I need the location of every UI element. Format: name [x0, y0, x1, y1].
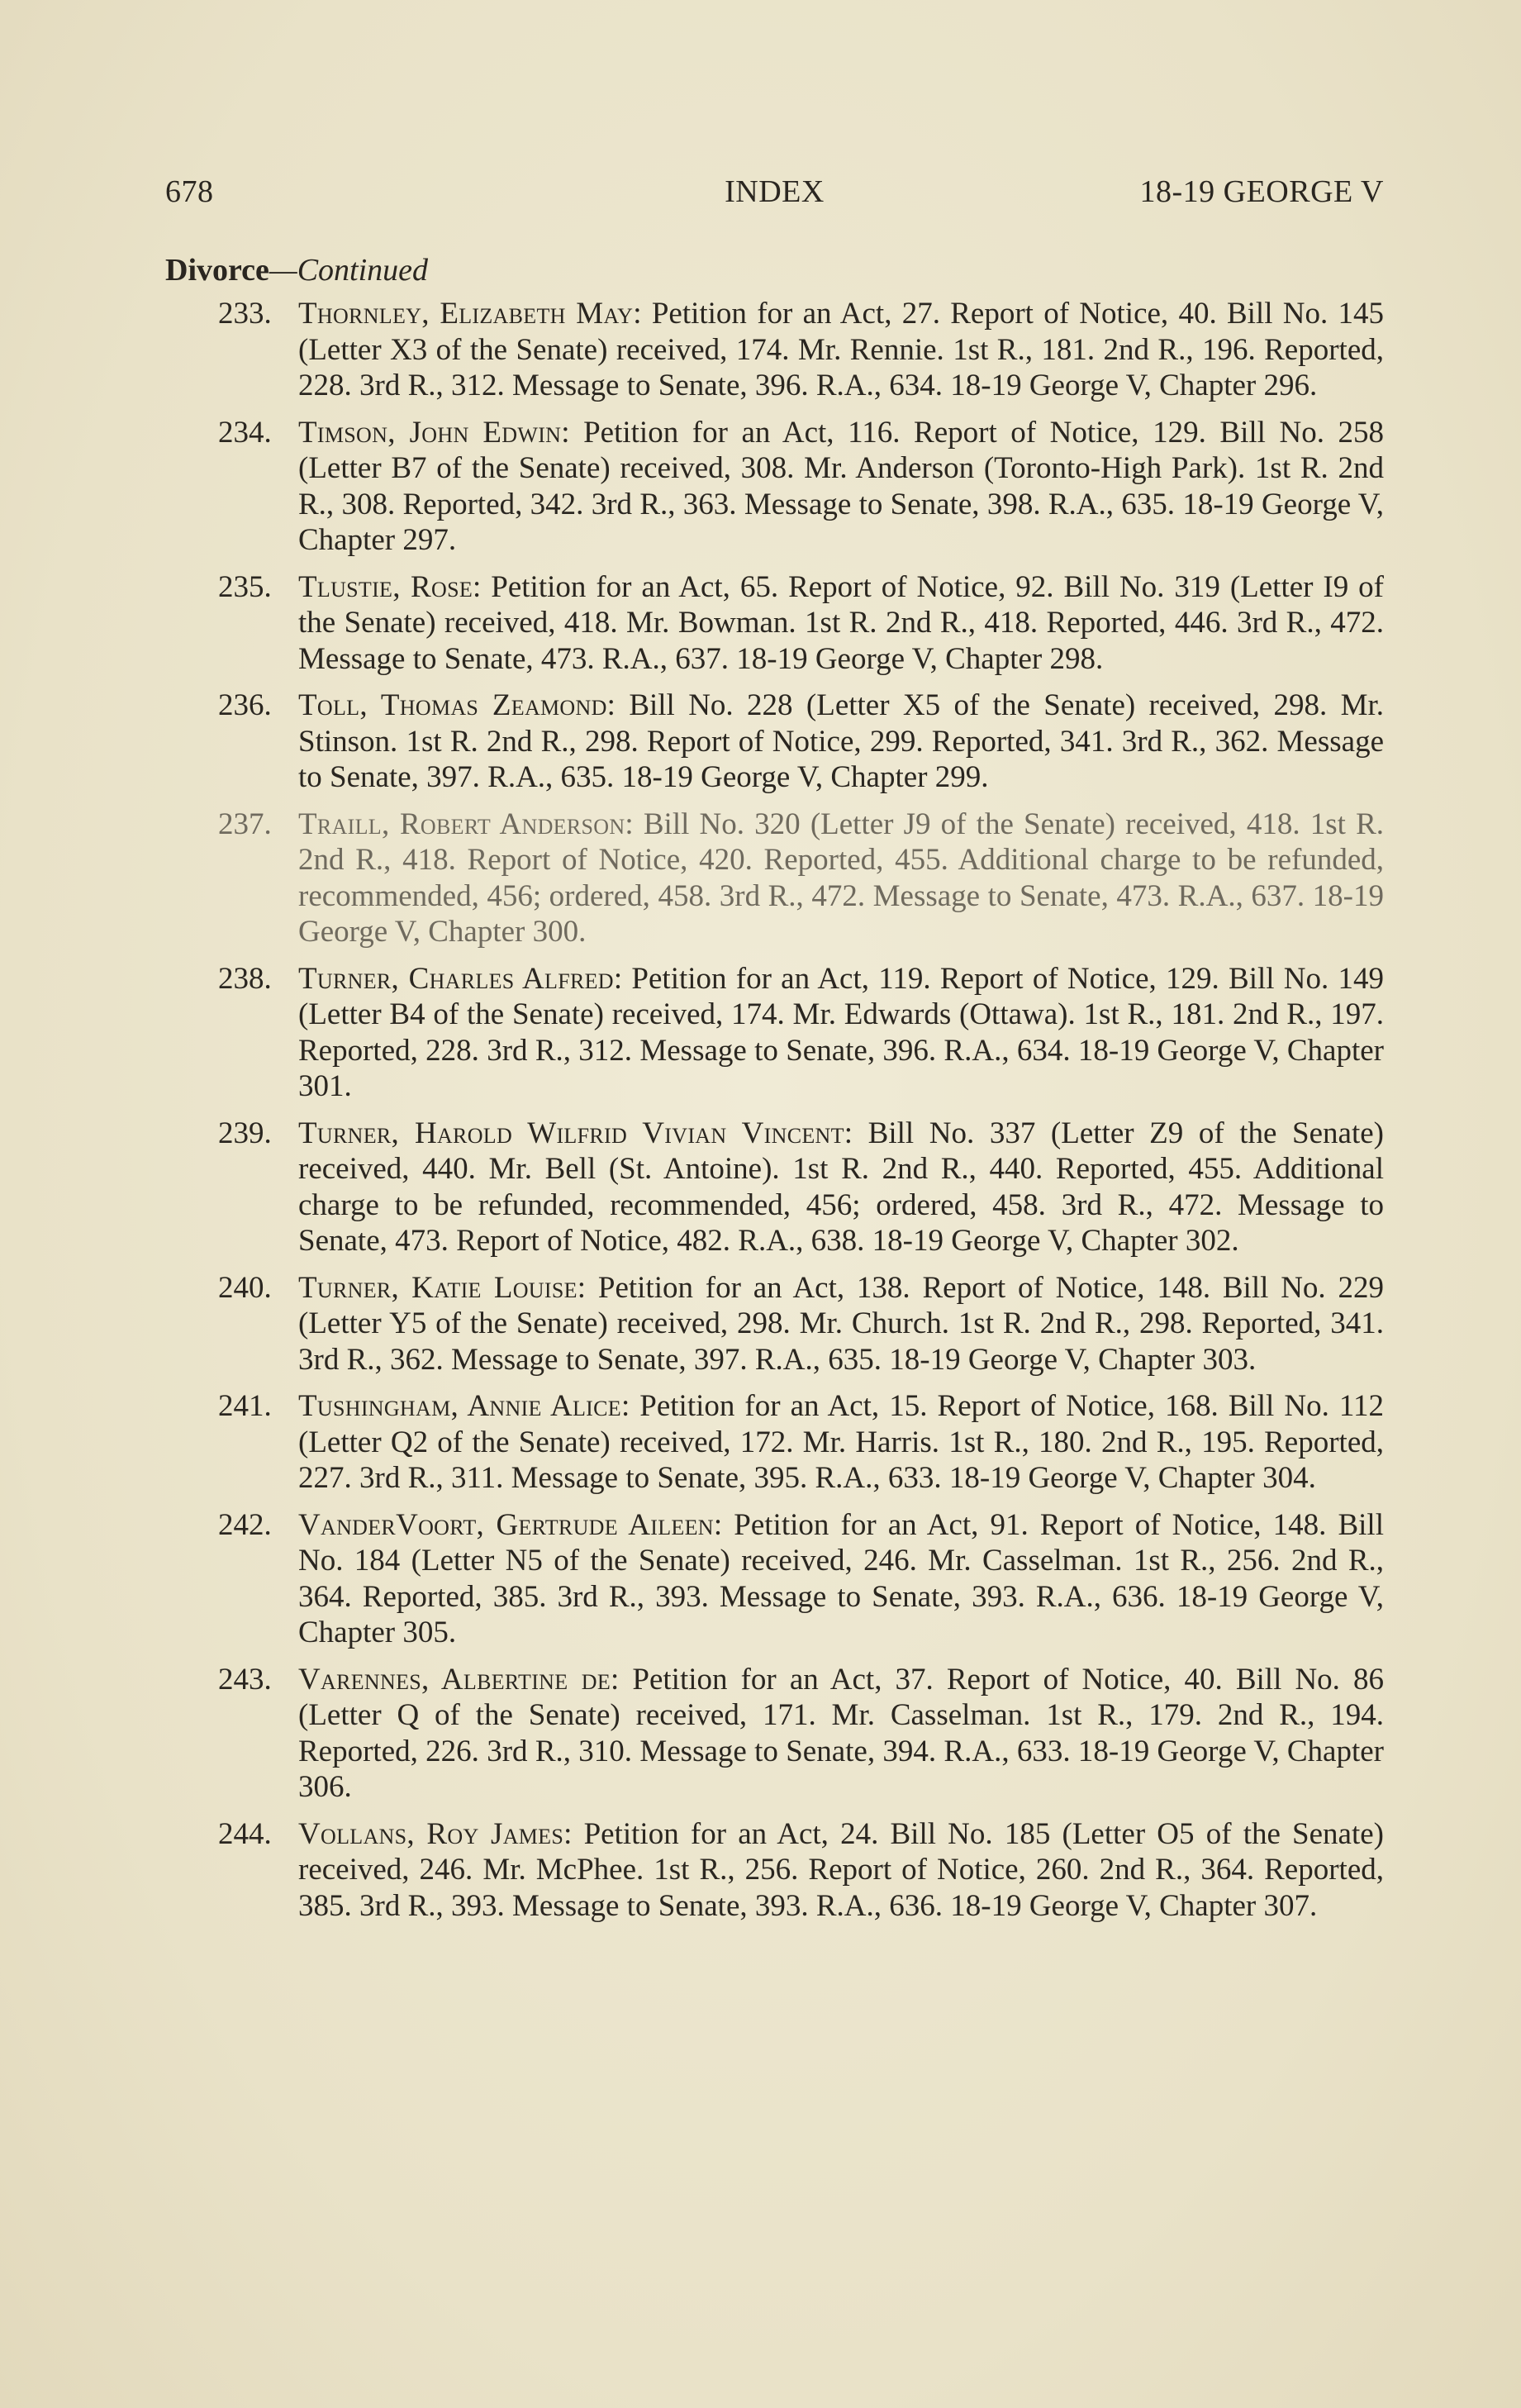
index-entry: [165, 1816, 1384, 1925]
entry-number: 233.: [218, 297, 272, 331]
index-entry: [165, 1662, 1384, 1806]
index-entry: [165, 569, 1384, 678]
entry-text: : Petition for an Act, 24. Bill No. 185 (Letter O5 of the Senate) received, 246. Mr. McPhee. 1st R., 256. Report of Notice, 260. 2nd R., 364. Reported, 385. 3rd R., 393. Message to Senate, 393. R.A., 636. 18-19 George V, Chapter 307.: [298, 1816, 1385, 1923]
entry-name: VanderVoort, Gertrude Aileen: [298, 1507, 714, 1542]
entry-text: : Petition for an Act, 119. Report of Notice, 129. Bill No. 149 (Letter B4 of the Senate) received, 174. Mr. Edwards (Ottawa). 1st R., 181. 2nd R., 197. Reported, 228. 3rd R., 312. Message to Senate, 396. R.A., 634. 18-19 George V, Chapter 301.: [298, 961, 1384, 1103]
entry-name: Toll, Thomas Zeamond: [298, 688, 607, 722]
entry-name: Turner, Charles Alfred: [298, 961, 614, 996]
page-header: [165, 174, 1384, 215]
entry-name: Traill, Robert Anderson: [298, 807, 625, 841]
entry-number: 238.: [218, 961, 272, 996]
entry-number: 241.: [218, 1389, 272, 1423]
entry-number: 244.: [218, 1816, 272, 1851]
entry-text: : Petition for an Act, 15. Report of Notice, 168. Bill No. 112 (Letter Q2 of the Senate) received, 172. Mr. Harris. 1st R., 180. 2nd R., 195. Reported, 227. 3rd R., 311. Message to Senate, 395. R.A., 633. 18-19 George V, Chapter 304.: [298, 1389, 1385, 1495]
entry-number: 243.: [218, 1662, 272, 1697]
section-title: Divorce: [165, 253, 269, 288]
entry-text: : Bill No. 320 (Letter J9 of the Senate) received, 418. 1st R. 2nd R., 418. Report of Notice, 420. Reported, 455. Additional charge to be refunded, recommended, 456; ordered, 458. 3rd R., 472. Message to Senate, 473. R.A., 637. 18-19 George V, Chapter 300.: [298, 807, 1384, 949]
entry-text: : Petition for an Act, 27. Report of Notice, 40. Bill No. 145 (Letter X3 of the Senate) received, 174. Mr. Rennie. 1st R., 181. 2nd R., 196. Reported, 228. 3rd R., 312. Message to Senate, 396. R.A., 634. 18-19 George V, Chapter 296.: [298, 297, 1385, 402]
index-entry: [165, 296, 1384, 404]
entry-name: Vollans, Roy James: [298, 1816, 564, 1851]
entry-text: : Petition for an Act, 37. Report of Notice, 40. Bill No. 86 (Letter Q of the Senate) received, 171. Mr. Casselman. 1st R., 179. 2nd R., 194. Reported, 226. 3rd R., 310. Message to Senate, 394. R.A., 633. 18-19 George V, Chapter 306.: [298, 1662, 1384, 1804]
entry-name: Turner, Harold Wilfrid Vivian Vincent: [298, 1116, 844, 1150]
index-entry: [165, 961, 1384, 1105]
index-entry: [165, 1507, 1384, 1651]
running-session: 18-19 GEORGE V: [1139, 174, 1384, 209]
entry-name: Varennes, Albertine de: [298, 1662, 611, 1697]
section-heading: [165, 252, 428, 288]
entry-number: 234.: [218, 415, 272, 450]
index-entry: [165, 688, 1384, 796]
entry-number: 240.: [218, 1270, 272, 1305]
index-entry: [165, 807, 1384, 950]
entry-text: : Petition for an Act, 65. Report of Notice, 92. Bill No. 319 (Letter I9 of the Senate) received, 418. Mr. Bowman. 1st R. 2nd R., 418. Reported, 446. 3rd R., 472. Message to Senate, 473. R.A., 637. 18-19 George V, Chapter 298.: [298, 569, 1384, 676]
index-entry: [165, 1388, 1384, 1497]
entry-name: Timson, John Edwin: [298, 415, 562, 450]
entry-text: : Petition for an Act, 91. Report of Notice, 148. Bill No. 184 (Letter N5 of the Senate) received, 246. Mr. Casselman. 1st R., 256. 2nd R., 364. Reported, 385. 3rd R., 393. Message to Senate, 393. R.A., 636. 18-19 George V, Chapter 305.: [298, 1507, 1384, 1649]
page-number: 678: [165, 174, 214, 209]
index-entry: [165, 1270, 1384, 1378]
entry-text: : Bill No. 228 (Letter X5 of the Senate) received, 298. Mr. Stinson. 1st R. 2nd R., 298. Report of Notice, 299. Reported, 341. 3rd R., 362. Message to Senate, 397. R.A., 635. 18-19 George V, Chapter 299.: [298, 688, 1385, 794]
index-entries: [165, 296, 1384, 1934]
index-entry: [165, 415, 1384, 559]
entry-number: 237.: [218, 807, 272, 841]
entry-text: : Petition for an Act, 138. Report of Notice, 148. Bill No. 229 (Letter Y5 of the Senate) received, 298. Mr. Church. 1st R. 2nd R., 298. Reported, 341. 3rd R., 362. Message to Senate, 397. R.A., 635. 18-19 George V, Chapter 303.: [298, 1270, 1384, 1377]
running-title: INDEX: [725, 174, 825, 209]
index-entry: [165, 1116, 1384, 1259]
entry-number: 239.: [218, 1116, 272, 1150]
entry-number: 235.: [218, 569, 272, 604]
entry-number: 236.: [218, 688, 272, 722]
entry-name: Thornley, Elizabeth May: [298, 297, 634, 331]
entry-text: : Bill No. 337 (Letter Z9 of the Senate) received, 440. Mr. Bell (St. Antoine). 1st R. 2nd R., 440. Reported, 455. Additional charge to be refunded, recommended, 456; ordered, 458. 3rd R., 472. Message to Senate, 473. Report of Notice, 482. R.A., 638. 18-19 George V, Chapter 302.: [298, 1116, 1384, 1258]
section-continued: —Continued: [269, 253, 429, 288]
entry-name: Turner, Katie Louise: [298, 1270, 578, 1305]
entry-text: : Petition for an Act, 116. Report of Notice, 129. Bill No. 258 (Letter B7 of the Senate) received, 308. Mr. Anderson (Toronto-High Park). 1st R. 2nd R., 308. Reported, 342. 3rd R., 363. Message to Senate, 398. R.A., 635. 18-19 George V, Chapter 297.: [298, 415, 1384, 557]
entry-name: Tlustie, Rose: [298, 569, 473, 604]
entry-number: 242.: [218, 1507, 272, 1542]
entry-name: Tushingham, Annie Alice: [298, 1389, 621, 1423]
